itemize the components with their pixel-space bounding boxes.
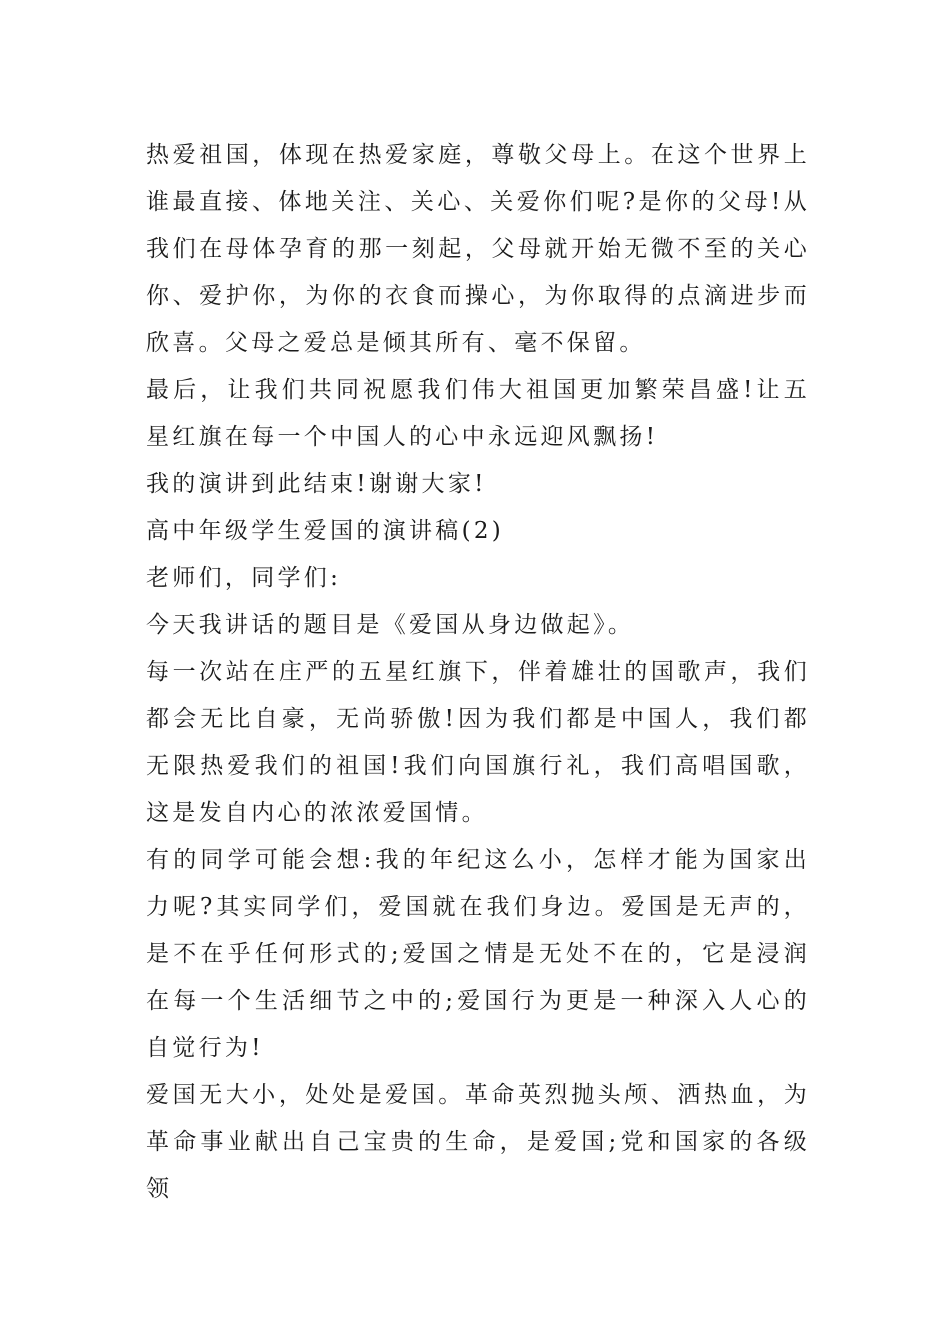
paragraph-everywhere: 爱国无大小，处处是爱国。革命英烈抛头颅、洒热血，为革命事业献出自己宝贵的生命，是爱国;党和国家的各级领 xyxy=(146,1082,810,1202)
paragraph-family-love: 热爱祖国，体现在热爱家庭，尊敬父母上。在这个世界上谁最直接、体地关注、关心、关爱你们呢?是你的父母!从我们在母体孕育的那一刻起，父母就开始无微不至的关心你、爱护你，为你的衣食而操心，为你取得的点滴进步而欣喜。父母之爱总是倾其所有、毫不保留。 xyxy=(146,142,810,356)
document-body xyxy=(146,132,810,1213)
paragraph-closing-wish: 最后，让我们共同祝愿我们伟大祖国更加繁荣昌盛!让五星红旗在每一个中国人的心中永远迎风飘扬! xyxy=(146,377,810,450)
paragraph-patriotism-nearby: 有的同学可能会想:我的年纪这么小，怎样才能为国家出力呢?其实同学们，爱国就在我们身边。爱国是无声的，是不在乎任何形式的;爱国之情是无处不在的，它是浸润在每一个生活细节之中的;爱国行为更是一种深入人心的自觉行为! xyxy=(146,847,810,1061)
paragraph-topic: 今天我讲话的题目是《爱国从身边做起》。 xyxy=(146,612,635,638)
speech-title: 高中年级学生爱国的演讲稿(2) xyxy=(146,518,505,544)
paragraph-greeting: 老师们，同学们: xyxy=(146,565,342,591)
paragraph-thanks: 我的演讲到此结束!谢谢大家! xyxy=(146,471,487,497)
paragraph-flag: 每一次站在庄严的五星红旗下，伴着雄壮的国歌声，我们都会无比自豪，无尚骄傲!因为我们都是中国人，我们都无限热爱我们的祖国!我们向国旗行礼，我们高唱国歌，这是发自内心的浓浓爱国情。 xyxy=(146,659,810,826)
